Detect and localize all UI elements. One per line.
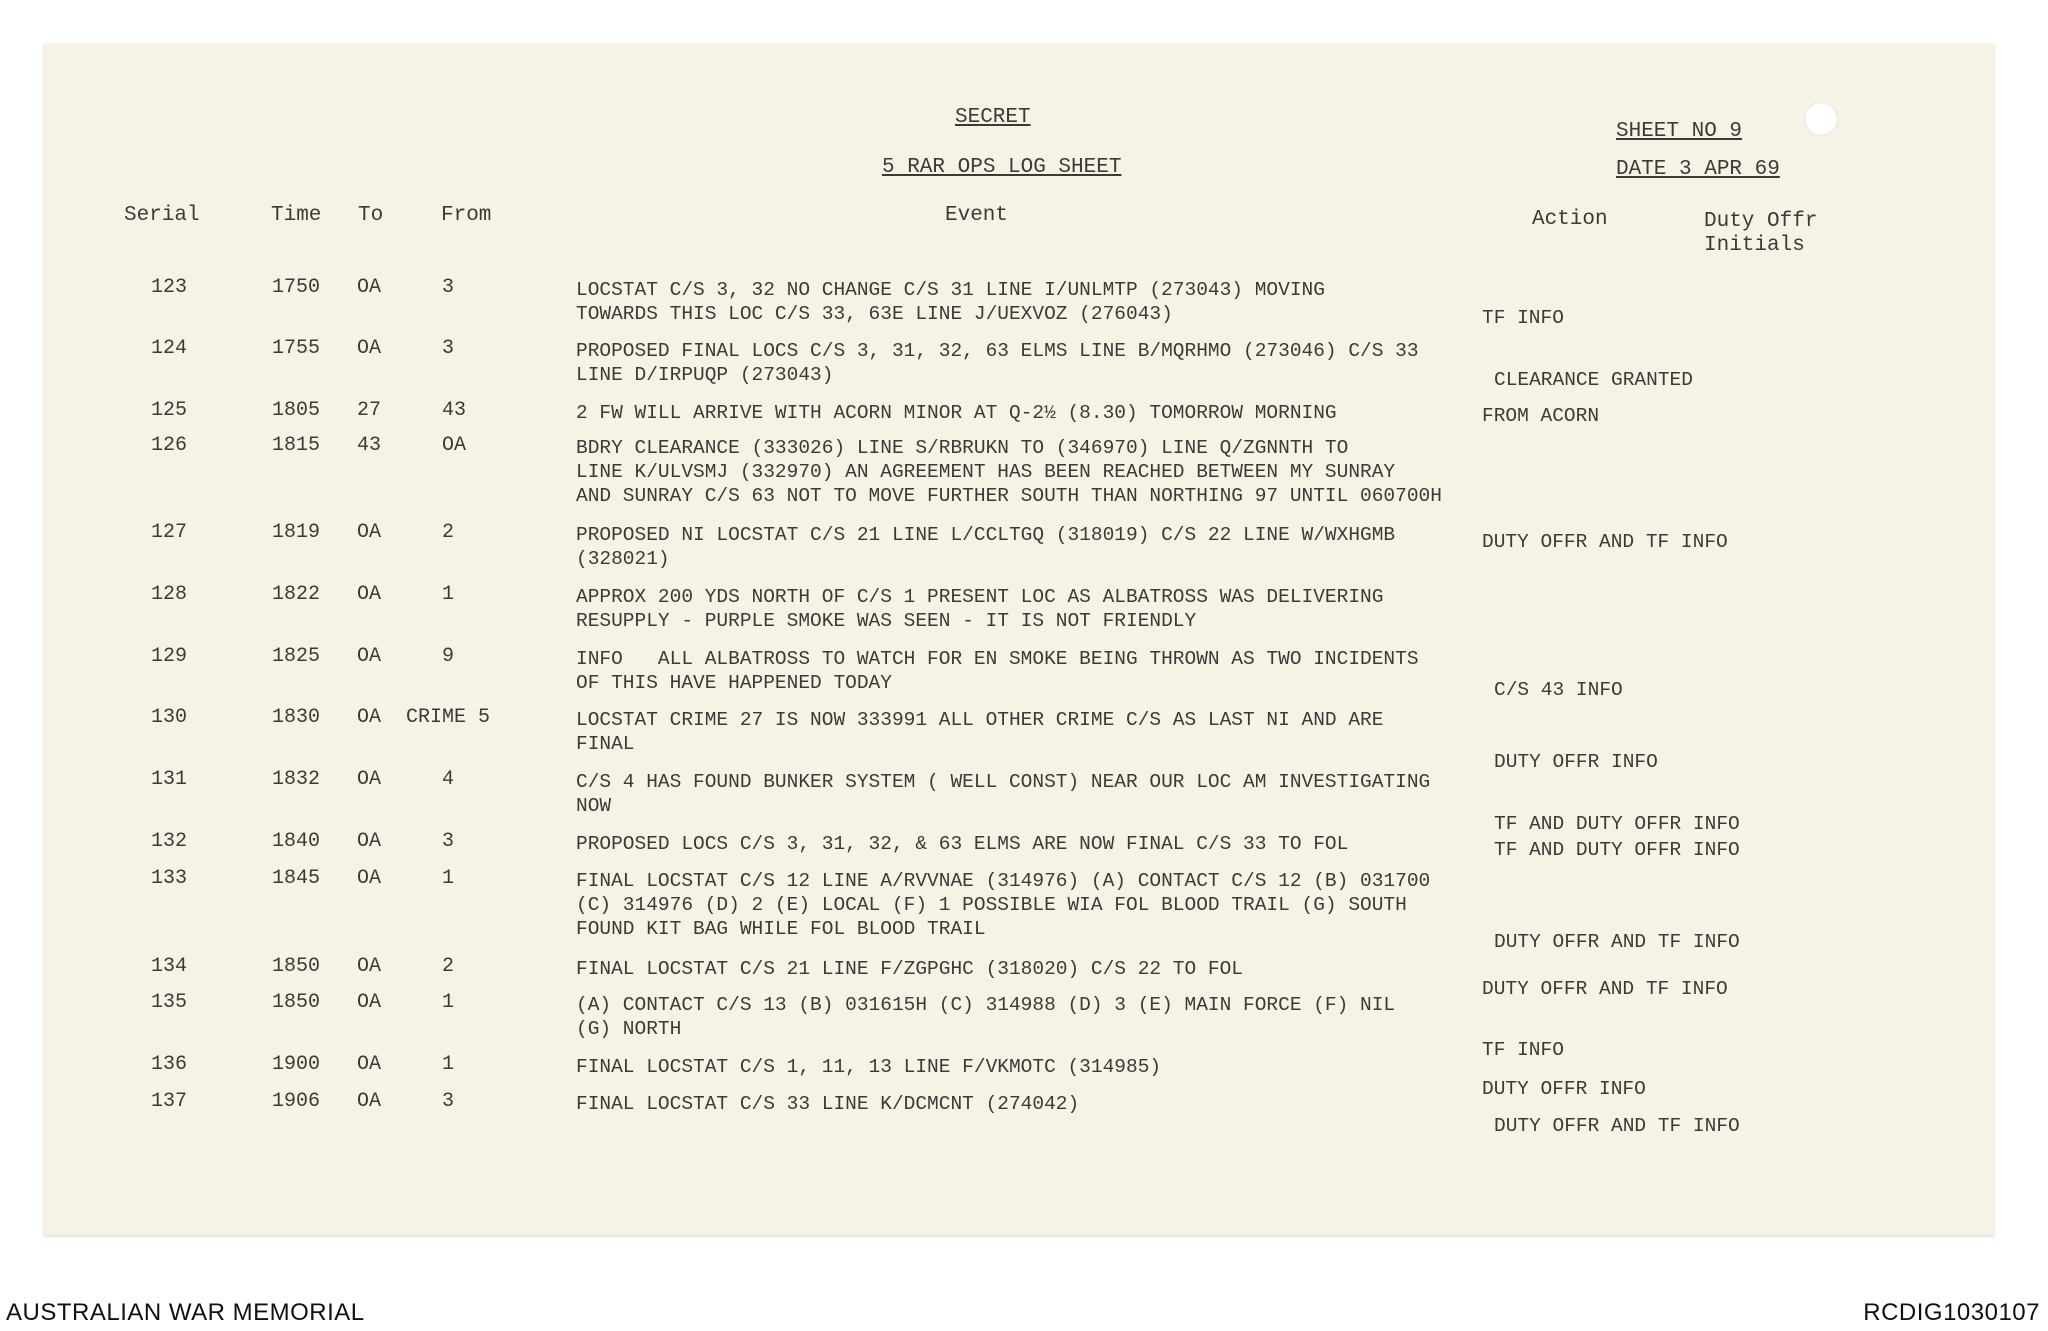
event-line: LOCSTAT C/S 3, 32 NO CHANGE C/S 31 LINE I/UNLMTP (273043) MOVING: [576, 279, 1325, 301]
row-serial: 136: [151, 1053, 188, 1076]
row-serial: 132: [151, 830, 188, 853]
row-from: 2: [442, 521, 455, 544]
event-line: LOCSTAT CRIME 27 IS NOW 333991 ALL OTHER CRIME C/S AS LAST NI AND ARE: [576, 709, 1384, 731]
column-header-duty-offr: Duty Offr: [1704, 210, 1818, 233]
row-serial: 126: [151, 434, 188, 457]
row-to: OA: [357, 521, 382, 544]
row-event: [576, 647, 1419, 695]
row-time: 1830: [272, 706, 321, 729]
event-line: AND SUNRAY C/S 63 NOT TO MOVE FURTHER SOUTH THAN NORTHING 97 UNTIL 060700H: [576, 485, 1442, 507]
event-line: PROPOSED FINAL LOCS C/S 3, 31, 32, 63 ELMS LINE B/MQRHMO (273046) C/S 33: [576, 340, 1419, 362]
row-from: 4: [442, 768, 455, 791]
row-to: OA: [357, 706, 382, 729]
row-action: DUTY OFFR AND TF INFO: [1494, 931, 1740, 953]
row-serial: 134: [151, 955, 188, 978]
row-event: [576, 832, 1348, 856]
row-event: [576, 993, 1395, 1041]
row-action: TF INFO: [1482, 307, 1564, 329]
row-time: 1815: [272, 434, 321, 457]
event-line: (C) 314976 (D) 2 (E) LOCAL (F) 1 POSSIBLE WIA FOL BLOOD TRAIL (G) SOUTH: [576, 894, 1407, 916]
row-serial: 133: [151, 867, 188, 890]
row-serial: 124: [151, 337, 188, 360]
row-to: OA: [357, 867, 382, 890]
row-time: 1755: [272, 337, 321, 360]
row-event: [576, 1092, 1079, 1116]
row-event: [576, 708, 1383, 756]
row-from: 3: [442, 1090, 455, 1113]
row-time: 1832: [272, 768, 321, 791]
row-action: DUTY OFFR AND TF INFO: [1482, 978, 1728, 1000]
event-line: FINAL LOCSTAT C/S 1, 11, 13 LINE F/VKMOTC (314985): [576, 1056, 1162, 1078]
event-line: (G) NORTH: [576, 1018, 682, 1040]
row-action: FROM ACORN: [1482, 405, 1600, 427]
row-serial: 137: [151, 1090, 188, 1113]
event-line: INFO ALL ALBATROSS TO WATCH FOR EN SMOKE BEING THROWN AS TWO INCIDENTS: [576, 648, 1419, 670]
event-line: NOW: [576, 795, 612, 817]
archive-reference: RCDIG1030107: [1863, 1299, 2040, 1326]
row-action: DUTY OFFR INFO: [1482, 1078, 1646, 1100]
row-from: 3: [442, 337, 455, 360]
row-to: OA: [357, 1053, 382, 1076]
row-action: TF AND DUTY OFFR INFO: [1494, 839, 1740, 861]
row-event: [576, 278, 1325, 326]
row-event: [576, 957, 1243, 981]
row-to: 27: [357, 399, 382, 422]
event-line: LINE K/ULVSMJ (332970) AN AGREEMENT HAS BEEN REACHED BETWEEN MY SUNRAY: [576, 461, 1396, 483]
row-from: 9: [442, 645, 455, 668]
row-serial: 135: [151, 991, 188, 1014]
row-to: OA: [357, 768, 382, 791]
row-serial: 131: [151, 768, 188, 791]
column-header-event: Event: [945, 204, 1009, 227]
column-header-from: From: [441, 204, 492, 227]
row-time: 1822: [272, 583, 321, 606]
event-line: RESUPPLY - PURPLE SMOKE WAS SEEN - IT IS NOT FRIENDLY: [576, 610, 1197, 632]
row-action: DUTY OFFR AND TF INFO: [1494, 1115, 1740, 1137]
row-event: [576, 339, 1419, 387]
row-to: OA: [357, 1090, 382, 1113]
row-serial: 127: [151, 521, 188, 544]
row-to: OA: [357, 645, 382, 668]
row-time: 1805: [272, 399, 321, 422]
punch-hole: [1804, 102, 1838, 136]
row-time: 1900: [272, 1053, 321, 1076]
row-to: OA: [357, 583, 382, 606]
event-line: (A) CONTACT C/S 13 (B) 031615H (C) 314988 (D) 3 (E) MAIN FORCE (F) NIL: [576, 994, 1396, 1016]
row-to: OA: [357, 276, 382, 299]
row-time: 1825: [272, 645, 321, 668]
row-time: 1750: [272, 276, 321, 299]
row-serial: 123: [151, 276, 188, 299]
row-from: CRIME 5: [406, 706, 491, 729]
column-header-serial: Serial: [124, 204, 200, 227]
row-from: 1: [442, 991, 455, 1014]
row-time: 1819: [272, 521, 321, 544]
row-time: 1840: [272, 830, 321, 853]
column-header-initials: Initials: [1704, 234, 1805, 257]
event-line: FINAL LOCSTAT C/S 21 LINE F/ZGPGHC (318020) C/S 22 TO FOL: [576, 958, 1244, 980]
row-from: 1: [442, 867, 455, 890]
event-line: PROPOSED LOCS C/S 3, 31, 32, & 63 ELMS ARE NOW FINAL C/S 33 TO FOL: [576, 833, 1349, 855]
row-to: OA: [357, 830, 382, 853]
row-to: OA: [357, 337, 382, 360]
event-line: FINAL: [576, 733, 635, 755]
event-line: OF THIS HAVE HAPPENED TODAY: [576, 672, 892, 694]
row-event: [576, 869, 1430, 941]
event-line: 2 FW WILL ARRIVE WITH ACORN MINOR AT Q-2½ (8.30) TOMORROW MORNING: [576, 402, 1337, 424]
row-event: [576, 523, 1395, 571]
row-action: C/S 43 INFO: [1494, 679, 1623, 701]
event-line: C/S 4 HAS FOUND BUNKER SYSTEM ( WELL CONST) NEAR OUR LOC AM INVESTIGATING: [576, 771, 1431, 793]
row-from: 3: [442, 276, 455, 299]
row-from: 3: [442, 830, 455, 853]
row-from: 1: [442, 1053, 455, 1076]
row-event: [576, 770, 1430, 818]
event-line: (328021): [576, 548, 670, 570]
row-action: TF AND DUTY OFFR INFO: [1494, 813, 1740, 835]
row-to: 43: [357, 434, 382, 457]
row-action: CLEARANCE GRANTED: [1494, 369, 1693, 391]
row-to: OA: [357, 955, 382, 978]
column-header-to: To: [358, 204, 384, 227]
event-line: FINAL LOCSTAT C/S 12 LINE A/RVVNAE (314976) (A) CONTACT C/S 12 (B) 031700: [576, 870, 1431, 892]
sheet-number: SHEET NO 9: [1616, 120, 1743, 143]
row-action: TF INFO: [1482, 1039, 1564, 1061]
row-to: OA: [357, 991, 382, 1014]
row-from: 43: [442, 399, 467, 422]
column-header-time: Time: [271, 204, 322, 227]
row-serial: 130: [151, 706, 188, 729]
row-event: [576, 1055, 1161, 1079]
row-serial: 128: [151, 583, 188, 606]
row-time: 1850: [272, 955, 321, 978]
row-event: [576, 401, 1337, 425]
row-serial: 129: [151, 645, 188, 668]
row-event: [576, 436, 1442, 508]
row-time: 1906: [272, 1090, 321, 1113]
event-line: PROPOSED NI LOCSTAT C/S 21 LINE L/CCLTGQ (318019) C/S 22 LINE W/WXHGMB: [576, 524, 1396, 546]
row-serial: 125: [151, 399, 188, 422]
event-line: LINE D/IRPUQP (273043): [576, 364, 834, 386]
event-line: APPROX 200 YDS NORTH OF C/S 1 PRESENT LOC AS ALBATROSS WAS DELIVERING: [576, 586, 1384, 608]
row-from: 1: [442, 583, 455, 606]
archive-credit: AUSTRALIAN WAR MEMORIAL: [6, 1299, 365, 1326]
classification-label: SECRET: [955, 106, 1031, 129]
row-from: 2: [442, 955, 455, 978]
sheet-date: DATE 3 APR 69: [1616, 158, 1780, 181]
row-time: 1845: [272, 867, 321, 890]
event-line: TOWARDS THIS LOC C/S 33, 63E LINE J/UEXVOZ (276043): [576, 303, 1173, 325]
page-title: 5 RAR OPS LOG SHEET: [882, 156, 1122, 179]
row-from: OA: [442, 434, 467, 457]
column-header-action: Action: [1532, 208, 1608, 231]
event-line: FOUND KIT BAG WHILE FOL BLOOD TRAIL: [576, 918, 986, 940]
row-event: [576, 585, 1383, 633]
event-line: BDRY CLEARANCE (333026) LINE S/RBRUKN TO (346970) LINE Q/ZGNNTH TO: [576, 437, 1349, 459]
row-action: DUTY OFFR INFO: [1494, 751, 1658, 773]
row-time: 1850: [272, 991, 321, 1014]
event-line: FINAL LOCSTAT C/S 33 LINE K/DCMCNT (274042): [576, 1093, 1080, 1115]
row-action: DUTY OFFR AND TF INFO: [1482, 531, 1728, 553]
